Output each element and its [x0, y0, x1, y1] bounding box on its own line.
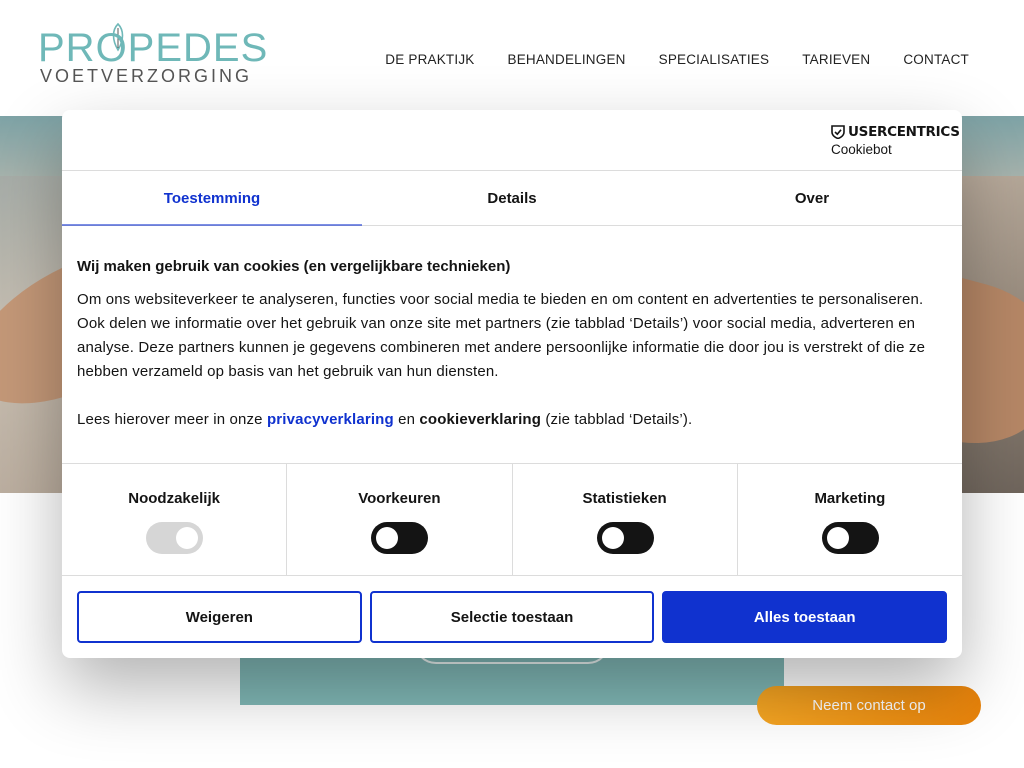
category-label: Voorkeuren [358, 490, 441, 507]
nav-contact[interactable]: CONTACT [903, 52, 969, 67]
logo-wordmark: PROPEDES [38, 26, 269, 70]
allow-all-button[interactable]: Alles toestaan [662, 591, 947, 643]
cookie-categories [62, 463, 962, 576]
usercentrics-name-row [831, 124, 960, 140]
category-statistieken [513, 464, 738, 575]
category-label: Noodzakelijk [128, 490, 220, 507]
usercentrics-name: USERCENTRICS [848, 124, 960, 140]
more-suffix: (zie tabblad ‘Details’). [541, 411, 693, 428]
category-label: Statistieken [582, 490, 667, 507]
tab-details[interactable]: Details [487, 189, 537, 207]
shield-check-icon [831, 125, 845, 139]
cookie-dialog-header [62, 110, 962, 171]
decline-button[interactable]: Weigeren [77, 591, 362, 643]
main-nav [385, 52, 969, 67]
cookie-tabs [62, 171, 962, 226]
cookiebot-label: Cookiebot [831, 142, 892, 157]
cookie-body [77, 258, 937, 432]
site-header [0, 0, 1024, 116]
toggle-knob [827, 527, 849, 549]
category-noodzakelijk [62, 464, 287, 575]
tab-toestemming[interactable]: Toestemming [62, 171, 362, 225]
contact-floating-button[interactable]: Neem contact op [757, 686, 981, 725]
toggle-voorkeuren[interactable] [371, 522, 428, 554]
cookie-buttons [77, 591, 947, 643]
toggle-knob [176, 527, 198, 549]
toggle-knob [376, 527, 398, 549]
toggle-knob [602, 527, 624, 549]
category-marketing [738, 464, 962, 575]
tab-over[interactable]: Over [794, 189, 830, 207]
toggle-statistieken[interactable] [597, 522, 654, 554]
privacy-link[interactable]: privacyverklaring [266, 411, 394, 428]
more-prefix: Lees hierover meer in onze [77, 411, 267, 428]
cookie-description: Om ons websiteverkeer te analyseren, functies voor social media te bieden en om content en advertenties te personaliseren. Ook delen we informatie over het gebruik van onze site met partners (zie tabblad ‘Details’) voor social media, adverteren en analyse. Deze partners kunnen je gegevens combineren met andere persoonlijke informatie die door jou is verstrekt of die ze hebben verzameld op basis van het gebruik van hun diensten. [77, 291, 926, 380]
cookie-more-info [77, 408, 937, 432]
propedes-logo[interactable] [38, 22, 278, 86]
usercentrics-logo[interactable] [831, 124, 960, 158]
category-label: Marketing [814, 490, 886, 507]
toggle-marketing[interactable] [822, 522, 879, 554]
cookie-statement-link[interactable]: cookieverklaring [419, 411, 542, 428]
nav-tarieven[interactable]: TARIEVEN [802, 52, 871, 67]
cookie-title: Wij maken gebruik van cookies (en vergelijkbare technieken) [77, 258, 511, 275]
more-middle: en [393, 411, 420, 428]
cookie-consent-dialog [62, 110, 962, 658]
logo-tagline: VOETVERZORGING [40, 66, 253, 86]
category-voorkeuren [287, 464, 512, 575]
toggle-noodzakelijk [146, 522, 203, 554]
nav-behandelingen[interactable]: BEHANDELINGEN [507, 52, 626, 67]
nav-de-praktijk[interactable]: DE PRAKTIJK [385, 52, 475, 67]
allow-selection-button[interactable]: Selectie toestaan [370, 591, 655, 643]
nav-specialisaties[interactable]: SPECIALISATIES [658, 52, 770, 67]
